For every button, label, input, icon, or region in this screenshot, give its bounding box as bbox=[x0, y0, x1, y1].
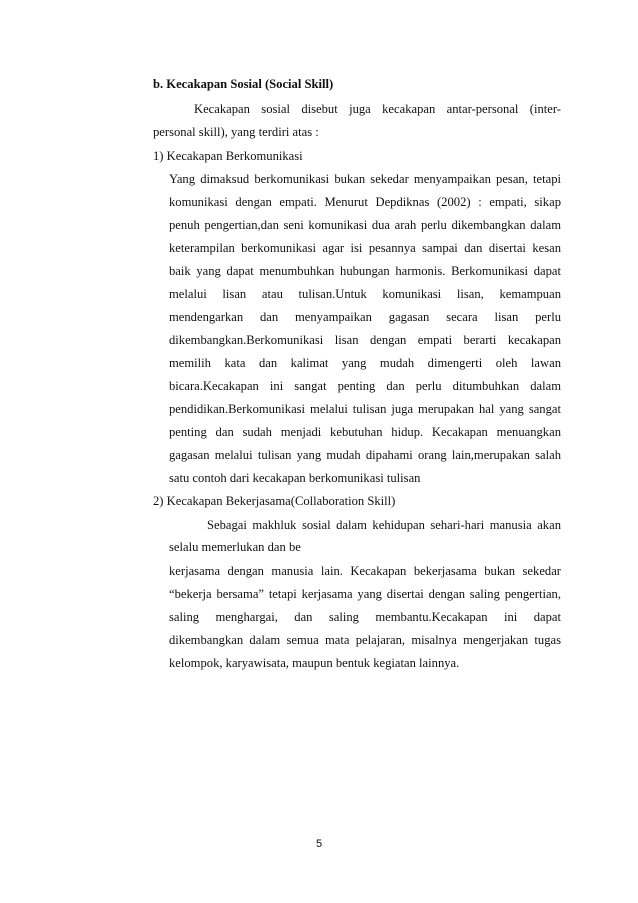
page-number: 5 bbox=[315, 838, 323, 850]
paragraph-line: memilih kata dan kalimat yang mudah dimengerti oleh lawan bbox=[169, 356, 561, 370]
paragraph-line: keterampilan berkomunikasi agar isi pesannya sampai dan disertai kesan bbox=[169, 241, 561, 255]
paragraph-line: melalui lisan atau tulisan.Untuk komunikasi lisan, kemampuan bbox=[169, 287, 561, 301]
intro-line-2: personal skill), yang terdiri atas : bbox=[153, 125, 319, 139]
paragraph-line: Sebagai makhluk sosial dalam kehidupan sehari-hari manusia akan bbox=[207, 518, 561, 532]
paragraph-line: penting dan sudah menjadi kebutuhan hidup. Kecakapan menuangkan bbox=[169, 425, 561, 439]
paragraph-line: mendengarkan dan menyampaikan gagasan secara lisan perlu bbox=[169, 310, 561, 324]
paragraph-line: selalu memerlukan dan be bbox=[169, 540, 301, 554]
item2-title: 2) Kecakapan Bekerjasama(Collaboration Skill) bbox=[153, 494, 396, 508]
paragraph-line: komunikasi dengan empati. Menurut Depdiknas (2002) : empati, sikap bbox=[169, 195, 561, 209]
paragraph-line: pendidikan.Berkomunikasi melalui tulisan juga merupakan hal yang sangat bbox=[169, 402, 561, 416]
paragraph-line: “bekerja bersama” tetapi kerjasama yang disertai dengan saling pengertian, bbox=[169, 587, 561, 601]
paragraph-line: satu contoh dari kecakapan berkomunikasi tulisan bbox=[169, 471, 421, 485]
paragraph-line: Yang dimaksud berkomunikasi bukan sekedar menyampaikan pesan, tetapi bbox=[169, 172, 561, 186]
paragraph-line: saling menghargai, dan saling membantu.Kecakapan ini dapat bbox=[169, 610, 561, 624]
paragraph-line: dikembangkan.Berkomunikasi lisan dengan empati berarti kecakapan bbox=[169, 333, 561, 347]
paragraph-line: kelompok, karyawisata, maupun bentuk kegiatan lainnya. bbox=[169, 656, 460, 670]
intro-line-1: Kecakapan sosial disebut juga kecakapan antar-personal (inter- bbox=[194, 102, 561, 116]
paragraph-line: baik yang dapat menumbuhkan hubungan harmonis. Berkomunikasi dapat bbox=[169, 264, 561, 278]
paragraph-line: bicara.Kecakapan ini sangat penting dan perlu ditumbuhkan dalam bbox=[169, 379, 561, 393]
paragraph-line: gagasan melalui tulisan yang mudah dipahami orang lain,merupakan salah bbox=[169, 448, 561, 462]
paragraph-line: kerjasama dengan manusia lain. Kecakapan bekerjasama bukan sekedar bbox=[169, 564, 561, 578]
section-heading: b. Kecakapan Sosial (Social Skill) bbox=[153, 77, 334, 91]
paragraph-line: dikembangkan dalam semua mata pelajaran, misalnya mengerjakan tugas bbox=[169, 633, 561, 647]
item1-title: 1) Kecakapan Berkomunikasi bbox=[153, 149, 303, 163]
paragraph-line: penuh pengertian,dan seni komunikasi dua arah perlu dikembangkan dalam bbox=[169, 218, 561, 232]
